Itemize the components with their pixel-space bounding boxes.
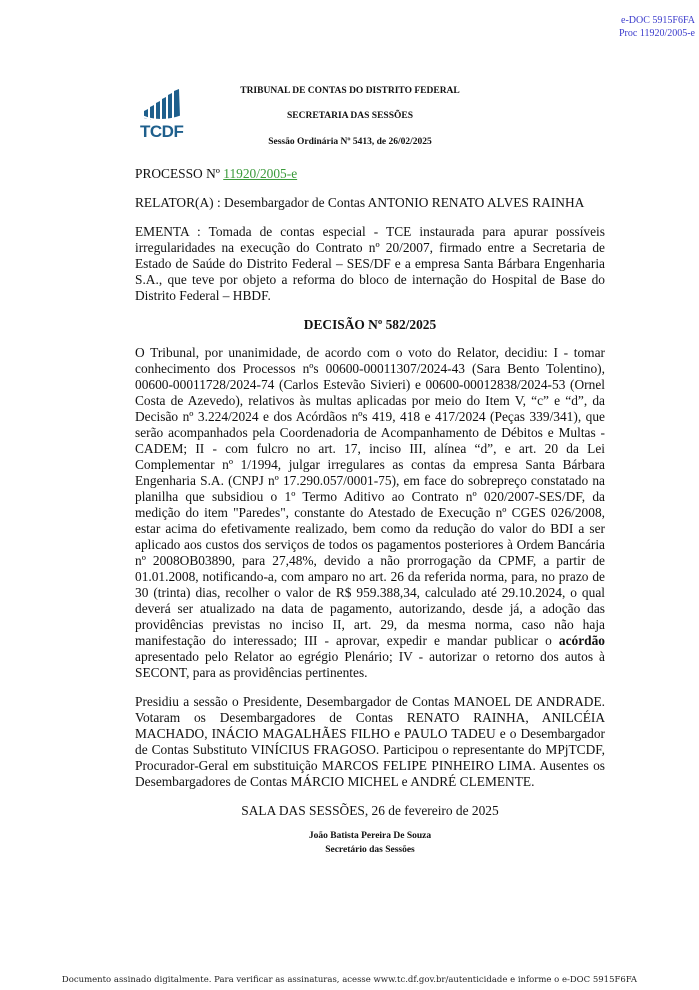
sala-das-sessoes: SALA DAS SESSÕES, 26 de fevereiro de 2025	[241, 803, 499, 818]
edoc-stamp	[619, 14, 695, 40]
decisao-paragraph	[135, 345, 605, 681]
decisao-text-part1: O Tribunal, por unanimidade, de acordo com o voto do Relator, decidiu: I - tomar conhecimento dos Processos nºs 00600-00011307/2024-43 (Sara Bento Tolentino), 00600-00011728/2024-74 (Carlos Estevão Sivieri) e 00600-00012838/2024-53 (Ornel Costa de Azevedo), relativos às multas aplicadas por meio do Item V, “c” e “d”, da Decisão nº 3.224/2024 e dos Acórdãos nºs 419, 418 e 417/2024 (Peças 339/341), que serão acompanhados pela Coordenadoria de Acompanhamento de Débitos e Multas - CADEM; II - com fulcro no art. 17, inciso III, alínea “d”, e art. 20 da Lei Complementar nº 1/1994, julgar irregulares as contas da empresa Santa Bárbara Engenharia S.A. (CNPJ nº 17.290.057/0001-75), em face do sobrepreço constatado na planilha que subsidiou o 1º Termo Aditivo ao Contrato nº 020/2007-SES/DF, da medição do item "Paredes", constante do Atestado de Execução nº CGES 026/2008, estar acima do efetivamente realizado, bem como da redução do valor do BDI a ser aplicado aos custos dos serviços de todos os pagamentos posteriores à Ordem Bancária nº 2008OB03890, para 27,48%, devido a não prorrogação da CPMF, a partir de 01.01.2008, notificando-a, com amparo no art. 26 da referida norma, para, no prazo de 30 (trinta) dias, recolher o valor de R$ 959.388,34, calculado até 29.10.2024, o qual deverá ser atualizado na data de pagamento, autorizando, desde já, a adoção das providências previstas no inciso II, art. 29, da mesma norma, caso não haja manifestação do interessado; III - aprovar, expedir e mandar publicar o	[135, 345, 605, 648]
ementa-paragraph: EMENTA : Tomada de contas especial - TCE instaurada para apurar possíveis irregularidades na execução do Contrato nº 20/2007, firmado entre a Secretaria de Estado de Saúde do Distrito Federal – SES/DF e a empresa Santa Bárbara Engenharia S.A., que teve por objeto a reforma do bloco de internação do Hospital de Base do Distrito Federal – HBDF.	[135, 224, 605, 303]
secretaria-heading: SECRETARIA DAS SESSÕES	[286, 111, 413, 121]
document-body	[135, 166, 605, 857]
signer-role: Secretário das Sessões	[325, 845, 415, 855]
decisao-text-part2: apresentado pelo Relator ao egrégio Plenário; IV - autorizar o retorno dos autos à SECONT, para as providências pertinentes.	[135, 649, 605, 680]
presidiu-paragraph: Presidiu a sessão o Presidente, Desembargador de Contas MANOEL DE ANDRADE. Votaram os Desembargadores de Contas RENATO RAINHA, ANILCÉIA MACHADO, INÁCIO MAGALHÃES FILHO e PAULO TADEU e o Desembargador de Contas Substituto VINÍCIUS FRAGOSO. Participou o representante do MPjTCDF, Procurador-Geral em substituição MARCOS FELIPE PINHEIRO LIMA. Ausentes os Desembargadores de Contas MÁRCIO MICHEL e ANDRÉ CLEMENTE.	[135, 694, 605, 789]
processo-line	[135, 166, 605, 182]
tcdf-logo	[140, 89, 188, 145]
logo-text: TCDF	[140, 122, 184, 141]
processo-label: PROCESSO Nº	[135, 166, 224, 181]
signer-name: João Batista Pereira De Souza	[308, 831, 432, 841]
digital-signature-footer: Documento assinado digitalmente. Para verificar as assinaturas, acesse www.tc.df.gov.br/autenticidade e informe o e-DOC 5915F6FA	[61, 975, 638, 985]
decisao-title: DECISÃO Nº 582/2025	[303, 317, 437, 332]
edoc-code: e-DOC 5915F6FA	[621, 15, 695, 26]
relator-paragraph: RELATOR(A) : Desembargador de Contas ANTONIO RENATO ALVES RAINHA	[135, 195, 585, 210]
tcdf-building-logo-icon	[140, 89, 188, 121]
tribunal-heading: TRIBUNAL DE CONTAS DO DISTRITO FEDERAL	[240, 86, 460, 96]
signature-block	[135, 829, 605, 857]
processo-link[interactable]: 11920/2005-e	[223, 166, 298, 181]
proc-code: Proc 11920/2005-e	[618, 28, 695, 39]
sessao-heading: Sessão Ordinária Nº 5413, de 26/02/2025	[268, 137, 432, 147]
decisao-bold-word: acórdão	[558, 633, 605, 648]
